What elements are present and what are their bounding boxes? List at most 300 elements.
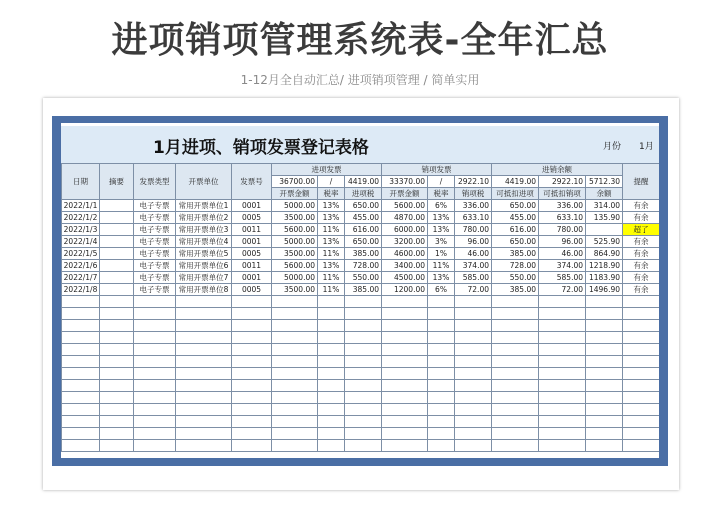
empty-cell-reminder[interactable] (623, 392, 660, 404)
empty-cell-issuer[interactable] (176, 428, 232, 440)
empty-cell-input-tax[interactable] (345, 320, 382, 332)
cell-deductible-output[interactable]: 780.00 (539, 224, 586, 236)
cell-invoice-type[interactable]: 电子专票 (134, 224, 176, 236)
empty-cell-summary[interactable] (100, 404, 134, 416)
empty-cell-input-rate[interactable] (318, 392, 345, 404)
cell-input-rate[interactable]: 13% (318, 236, 345, 248)
empty-cell-summary[interactable] (100, 440, 134, 452)
empty-cell-input-rate[interactable] (318, 344, 345, 356)
cell-invoice-no[interactable]: 0005 (232, 212, 272, 224)
empty-cell-output-tax[interactable] (455, 440, 492, 452)
empty-cell-output-amount[interactable] (382, 308, 428, 320)
empty-cell-issuer[interactable] (176, 308, 232, 320)
cell-output-amount[interactable]: 5600.00 (382, 200, 428, 212)
cell-reminder[interactable]: 有余 (623, 260, 660, 272)
empty-cell-deductible-input[interactable] (492, 404, 539, 416)
empty-cell-input-tax[interactable] (345, 332, 382, 344)
empty-cell-invoice-no[interactable] (232, 392, 272, 404)
cell-invoice-no[interactable]: 0005 (232, 284, 272, 296)
empty-cell-output-amount[interactable] (382, 380, 428, 392)
empty-cell-date[interactable] (62, 344, 100, 356)
cell-output-rate[interactable]: 13% (428, 212, 455, 224)
empty-cell-invoice-no[interactable] (232, 308, 272, 320)
cell-input-tax[interactable]: 385.00 (345, 284, 382, 296)
cell-invoice-no[interactable]: 0005 (232, 248, 272, 260)
cell-input-tax[interactable]: 650.00 (345, 200, 382, 212)
empty-cell-input-tax[interactable] (345, 308, 382, 320)
empty-cell-summary[interactable] (100, 296, 134, 308)
cell-date[interactable]: 2022/1/3 (62, 224, 100, 236)
empty-cell-date[interactable] (62, 392, 100, 404)
empty-cell-input-amount[interactable] (272, 428, 318, 440)
cell-deductible-input[interactable]: 728.00 (492, 260, 539, 272)
empty-cell-deductible-input[interactable] (492, 440, 539, 452)
empty-cell-date[interactable] (62, 296, 100, 308)
empty-cell-output-rate[interactable] (428, 332, 455, 344)
empty-cell-output-amount[interactable] (382, 296, 428, 308)
empty-cell-input-amount[interactable] (272, 392, 318, 404)
empty-cell-invoice-type[interactable] (134, 332, 176, 344)
cell-invoice-type[interactable]: 电子专票 (134, 272, 176, 284)
cell-output-tax[interactable]: 633.10 (455, 212, 492, 224)
cell-output-tax[interactable]: 336.00 (455, 200, 492, 212)
empty-cell-output-amount[interactable] (382, 416, 428, 428)
empty-cell-date[interactable] (62, 380, 100, 392)
empty-cell-invoice-no[interactable] (232, 368, 272, 380)
cell-input-amount[interactable]: 5000.00 (272, 272, 318, 284)
empty-cell-input-tax[interactable] (345, 416, 382, 428)
table-row[interactable] (62, 260, 660, 272)
cell-reminder[interactable]: 有余 (623, 212, 660, 224)
empty-cell-input-tax[interactable] (345, 380, 382, 392)
empty-cell-invoice-type[interactable] (134, 308, 176, 320)
empty-cell-deductible-output[interactable] (539, 368, 586, 380)
cell-invoice-type[interactable]: 电子专票 (134, 212, 176, 224)
empty-cell-invoice-type[interactable] (134, 440, 176, 452)
cell-input-rate[interactable]: 11% (318, 224, 345, 236)
empty-row[interactable] (62, 404, 660, 416)
empty-row[interactable] (62, 320, 660, 332)
empty-cell-balance[interactable] (586, 416, 623, 428)
cell-summary[interactable] (100, 236, 134, 248)
table-row[interactable] (62, 248, 660, 260)
empty-cell-invoice-type[interactable] (134, 344, 176, 356)
cell-issuer[interactable]: 常用开票单位1 (176, 200, 232, 212)
cell-date[interactable]: 2022/1/2 (62, 212, 100, 224)
cell-summary[interactable] (100, 224, 134, 236)
cell-input-amount[interactable]: 3500.00 (272, 248, 318, 260)
empty-cell-balance[interactable] (586, 356, 623, 368)
empty-cell-input-amount[interactable] (272, 356, 318, 368)
empty-cell-deductible-output[interactable] (539, 416, 586, 428)
empty-cell-invoice-no[interactable] (232, 344, 272, 356)
empty-cell-output-tax[interactable] (455, 332, 492, 344)
cell-date[interactable]: 2022/1/5 (62, 248, 100, 260)
empty-cell-reminder[interactable] (623, 344, 660, 356)
empty-cell-output-amount[interactable] (382, 332, 428, 344)
cell-output-amount[interactable]: 3400.00 (382, 260, 428, 272)
empty-cell-balance[interactable] (586, 296, 623, 308)
empty-cell-invoice-type[interactable] (134, 380, 176, 392)
empty-cell-summary[interactable] (100, 332, 134, 344)
empty-cell-reminder[interactable] (623, 356, 660, 368)
cell-invoice-no[interactable]: 0011 (232, 260, 272, 272)
empty-cell-output-rate[interactable] (428, 356, 455, 368)
empty-cell-output-rate[interactable] (428, 368, 455, 380)
cell-deductible-output[interactable]: 336.00 (539, 200, 586, 212)
cell-balance[interactable]: 1183.90 (586, 272, 623, 284)
empty-cell-input-rate[interactable] (318, 380, 345, 392)
empty-cell-deductible-output[interactable] (539, 344, 586, 356)
cell-output-rate[interactable]: 3% (428, 236, 455, 248)
empty-cell-deductible-output[interactable] (539, 356, 586, 368)
empty-cell-summary[interactable] (100, 428, 134, 440)
empty-cell-summary[interactable] (100, 416, 134, 428)
empty-cell-date[interactable] (62, 320, 100, 332)
cell-reminder[interactable]: 有余 (623, 248, 660, 260)
cell-reminder[interactable]: 超了 (623, 224, 660, 236)
empty-cell-output-tax[interactable] (455, 308, 492, 320)
cell-output-amount[interactable]: 3200.00 (382, 236, 428, 248)
empty-row[interactable] (62, 380, 660, 392)
cell-input-rate[interactable]: 11% (318, 272, 345, 284)
cell-balance[interactable] (586, 224, 623, 236)
cell-issuer[interactable]: 常用开票单位5 (176, 248, 232, 260)
empty-cell-reminder[interactable] (623, 440, 660, 452)
empty-cell-output-tax[interactable] (455, 368, 492, 380)
cell-output-tax[interactable]: 72.00 (455, 284, 492, 296)
empty-cell-issuer[interactable] (176, 404, 232, 416)
empty-cell-input-tax[interactable] (345, 428, 382, 440)
cell-invoice-type[interactable]: 电子专票 (134, 248, 176, 260)
empty-cell-summary[interactable] (100, 344, 134, 356)
empty-cell-issuer[interactable] (176, 368, 232, 380)
empty-cell-issuer[interactable] (176, 416, 232, 428)
empty-cell-reminder[interactable] (623, 332, 660, 344)
cell-issuer[interactable]: 常用开票单位7 (176, 272, 232, 284)
cell-input-tax[interactable]: 616.00 (345, 224, 382, 236)
empty-cell-issuer[interactable] (176, 380, 232, 392)
empty-cell-input-rate[interactable] (318, 440, 345, 452)
cell-deductible-output[interactable]: 585.00 (539, 272, 586, 284)
empty-cell-reminder[interactable] (623, 308, 660, 320)
empty-cell-output-rate[interactable] (428, 416, 455, 428)
empty-cell-issuer[interactable] (176, 320, 232, 332)
cell-issuer[interactable]: 常用开票单位8 (176, 284, 232, 296)
cell-invoice-type[interactable]: 电子专票 (134, 284, 176, 296)
empty-cell-summary[interactable] (100, 380, 134, 392)
empty-cell-balance[interactable] (586, 404, 623, 416)
empty-cell-date[interactable] (62, 356, 100, 368)
empty-cell-summary[interactable] (100, 368, 134, 380)
empty-cell-issuer[interactable] (176, 332, 232, 344)
empty-cell-reminder[interactable] (623, 368, 660, 380)
empty-cell-issuer[interactable] (176, 344, 232, 356)
empty-cell-invoice-type[interactable] (134, 296, 176, 308)
empty-cell-output-amount[interactable] (382, 356, 428, 368)
cell-invoice-no[interactable]: 0001 (232, 272, 272, 284)
cell-issuer[interactable]: 常用开票单位2 (176, 212, 232, 224)
empty-cell-summary[interactable] (100, 320, 134, 332)
cell-output-rate[interactable]: 13% (428, 272, 455, 284)
empty-cell-output-rate[interactable] (428, 344, 455, 356)
cell-output-tax[interactable]: 46.00 (455, 248, 492, 260)
empty-cell-input-rate[interactable] (318, 332, 345, 344)
empty-cell-deductible-input[interactable] (492, 356, 539, 368)
cell-deductible-input[interactable]: 650.00 (492, 200, 539, 212)
cell-reminder[interactable]: 有余 (623, 272, 660, 284)
empty-cell-deductible-output[interactable] (539, 332, 586, 344)
table-row[interactable] (62, 284, 660, 296)
cell-input-tax[interactable]: 650.00 (345, 236, 382, 248)
empty-cell-input-rate[interactable] (318, 308, 345, 320)
empty-cell-deductible-output[interactable] (539, 440, 586, 452)
empty-cell-output-tax[interactable] (455, 356, 492, 368)
empty-cell-input-amount[interactable] (272, 296, 318, 308)
cell-deductible-output[interactable]: 633.10 (539, 212, 586, 224)
empty-cell-input-amount[interactable] (272, 416, 318, 428)
empty-cell-deductible-output[interactable] (539, 392, 586, 404)
empty-cell-balance[interactable] (586, 368, 623, 380)
empty-cell-balance[interactable] (586, 320, 623, 332)
empty-cell-summary[interactable] (100, 356, 134, 368)
cell-input-amount[interactable]: 3500.00 (272, 212, 318, 224)
cell-input-rate[interactable]: 13% (318, 212, 345, 224)
empty-cell-output-rate[interactable] (428, 308, 455, 320)
cell-output-tax[interactable]: 585.00 (455, 272, 492, 284)
cell-date[interactable]: 2022/1/4 (62, 236, 100, 248)
empty-cell-input-amount[interactable] (272, 320, 318, 332)
empty-cell-balance[interactable] (586, 392, 623, 404)
empty-cell-deductible-output[interactable] (539, 308, 586, 320)
cell-reminder[interactable]: 有余 (623, 200, 660, 212)
empty-cell-output-amount[interactable] (382, 368, 428, 380)
empty-cell-balance[interactable] (586, 440, 623, 452)
empty-cell-issuer[interactable] (176, 296, 232, 308)
cell-issuer[interactable]: 常用开票单位4 (176, 236, 232, 248)
empty-cell-output-rate[interactable] (428, 440, 455, 452)
empty-cell-invoice-no[interactable] (232, 296, 272, 308)
empty-cell-deductible-input[interactable] (492, 428, 539, 440)
empty-cell-invoice-no[interactable] (232, 320, 272, 332)
empty-cell-input-tax[interactable] (345, 392, 382, 404)
empty-cell-input-tax[interactable] (345, 344, 382, 356)
cell-deductible-output[interactable]: 96.00 (539, 236, 586, 248)
empty-cell-output-amount[interactable] (382, 428, 428, 440)
empty-cell-issuer[interactable] (176, 392, 232, 404)
cell-input-amount[interactable]: 5600.00 (272, 260, 318, 272)
cell-input-tax[interactable]: 550.00 (345, 272, 382, 284)
cell-output-rate[interactable]: 6% (428, 200, 455, 212)
empty-cell-reminder[interactable] (623, 428, 660, 440)
empty-cell-date[interactable] (62, 308, 100, 320)
cell-date[interactable]: 2022/1/7 (62, 272, 100, 284)
cell-balance[interactable]: 135.90 (586, 212, 623, 224)
table-row[interactable] (62, 212, 660, 224)
empty-cell-output-amount[interactable] (382, 344, 428, 356)
empty-cell-output-rate[interactable] (428, 296, 455, 308)
empty-cell-invoice-type[interactable] (134, 404, 176, 416)
cell-date[interactable]: 2022/1/8 (62, 284, 100, 296)
cell-output-tax[interactable]: 374.00 (455, 260, 492, 272)
cell-output-amount[interactable]: 4870.00 (382, 212, 428, 224)
cell-deductible-input[interactable]: 616.00 (492, 224, 539, 236)
empty-cell-date[interactable] (62, 368, 100, 380)
empty-cell-output-amount[interactable] (382, 440, 428, 452)
empty-cell-output-rate[interactable] (428, 320, 455, 332)
empty-cell-output-tax[interactable] (455, 344, 492, 356)
empty-cell-invoice-type[interactable] (134, 368, 176, 380)
empty-cell-input-tax[interactable] (345, 404, 382, 416)
empty-cell-input-tax[interactable] (345, 368, 382, 380)
cell-balance[interactable]: 314.00 (586, 200, 623, 212)
cell-invoice-no[interactable]: 0011 (232, 224, 272, 236)
cell-output-amount[interactable]: 1200.00 (382, 284, 428, 296)
empty-row[interactable] (62, 296, 660, 308)
cell-output-tax[interactable]: 96.00 (455, 236, 492, 248)
empty-cell-deductible-input[interactable] (492, 308, 539, 320)
cell-input-rate[interactable]: 13% (318, 200, 345, 212)
empty-cell-output-tax[interactable] (455, 296, 492, 308)
empty-cell-input-rate[interactable] (318, 368, 345, 380)
cell-balance[interactable]: 1496.90 (586, 284, 623, 296)
cell-deductible-input[interactable]: 550.00 (492, 272, 539, 284)
empty-row[interactable] (62, 440, 660, 452)
cell-output-tax[interactable]: 780.00 (455, 224, 492, 236)
empty-cell-issuer[interactable] (176, 440, 232, 452)
cell-deductible-input[interactable]: 455.00 (492, 212, 539, 224)
empty-cell-input-amount[interactable] (272, 404, 318, 416)
cell-balance[interactable]: 525.90 (586, 236, 623, 248)
empty-cell-output-tax[interactable] (455, 416, 492, 428)
cell-output-rate[interactable]: 13% (428, 224, 455, 236)
empty-cell-deductible-input[interactable] (492, 416, 539, 428)
empty-row[interactable] (62, 368, 660, 380)
cell-issuer[interactable]: 常用开票单位6 (176, 260, 232, 272)
cell-invoice-no[interactable]: 0001 (232, 236, 272, 248)
cell-invoice-type[interactable]: 电子专票 (134, 236, 176, 248)
empty-cell-output-rate[interactable] (428, 392, 455, 404)
cell-invoice-type[interactable]: 电子专票 (134, 200, 176, 212)
empty-cell-date[interactable] (62, 416, 100, 428)
empty-cell-input-rate[interactable] (318, 356, 345, 368)
empty-cell-output-amount[interactable] (382, 320, 428, 332)
cell-input-tax[interactable]: 455.00 (345, 212, 382, 224)
empty-cell-date[interactable] (62, 428, 100, 440)
cell-input-rate[interactable]: 13% (318, 260, 345, 272)
empty-cell-invoice-no[interactable] (232, 416, 272, 428)
empty-cell-input-amount[interactable] (272, 308, 318, 320)
cell-issuer[interactable]: 常用开票单位3 (176, 224, 232, 236)
empty-cell-deductible-output[interactable] (539, 320, 586, 332)
empty-cell-output-rate[interactable] (428, 380, 455, 392)
cell-output-rate[interactable]: 1% (428, 248, 455, 260)
empty-cell-deductible-input[interactable] (492, 344, 539, 356)
empty-cell-invoice-type[interactable] (134, 356, 176, 368)
cell-deductible-input[interactable]: 650.00 (492, 236, 539, 248)
cell-date[interactable]: 2022/1/1 (62, 200, 100, 212)
empty-cell-invoice-no[interactable] (232, 440, 272, 452)
cell-input-rate[interactable]: 11% (318, 248, 345, 260)
cell-input-amount[interactable]: 5600.00 (272, 224, 318, 236)
empty-row[interactable] (62, 308, 660, 320)
empty-cell-reminder[interactable] (623, 380, 660, 392)
empty-cell-output-tax[interactable] (455, 380, 492, 392)
empty-cell-reminder[interactable] (623, 416, 660, 428)
empty-cell-date[interactable] (62, 404, 100, 416)
empty-cell-deductible-input[interactable] (492, 392, 539, 404)
cell-reminder[interactable]: 有余 (623, 236, 660, 248)
cell-summary[interactable] (100, 272, 134, 284)
empty-cell-input-amount[interactable] (272, 380, 318, 392)
cell-reminder[interactable]: 有余 (623, 284, 660, 296)
empty-row[interactable] (62, 332, 660, 344)
cell-deductible-input[interactable]: 385.00 (492, 284, 539, 296)
empty-cell-issuer[interactable] (176, 356, 232, 368)
cell-input-tax[interactable]: 728.00 (345, 260, 382, 272)
cell-deductible-output[interactable]: 374.00 (539, 260, 586, 272)
table-row[interactable] (62, 272, 660, 284)
empty-cell-summary[interactable] (100, 392, 134, 404)
cell-deductible-input[interactable]: 385.00 (492, 248, 539, 260)
month-value[interactable]: 1月 (639, 142, 654, 152)
cell-balance[interactable]: 864.90 (586, 248, 623, 260)
empty-cell-deductible-output[interactable] (539, 428, 586, 440)
empty-cell-deductible-output[interactable] (539, 380, 586, 392)
cell-summary[interactable] (100, 248, 134, 260)
empty-cell-balance[interactable] (586, 332, 623, 344)
empty-cell-input-amount[interactable] (272, 368, 318, 380)
empty-row[interactable] (62, 428, 660, 440)
cell-invoice-no[interactable]: 0001 (232, 200, 272, 212)
cell-output-rate[interactable]: 6% (428, 284, 455, 296)
empty-cell-input-amount[interactable] (272, 344, 318, 356)
empty-cell-output-rate[interactable] (428, 428, 455, 440)
cell-summary[interactable] (100, 284, 134, 296)
cell-output-amount[interactable]: 4500.00 (382, 272, 428, 284)
empty-cell-input-tax[interactable] (345, 296, 382, 308)
empty-cell-balance[interactable] (586, 428, 623, 440)
empty-cell-invoice-no[interactable] (232, 380, 272, 392)
empty-cell-date[interactable] (62, 440, 100, 452)
cell-output-amount[interactable]: 6000.00 (382, 224, 428, 236)
cell-deductible-output[interactable]: 46.00 (539, 248, 586, 260)
cell-input-amount[interactable]: 5000.00 (272, 236, 318, 248)
empty-cell-invoice-type[interactable] (134, 416, 176, 428)
empty-cell-output-tax[interactable] (455, 428, 492, 440)
empty-cell-invoice-no[interactable] (232, 356, 272, 368)
cell-summary[interactable] (100, 212, 134, 224)
empty-cell-invoice-no[interactable] (232, 428, 272, 440)
table-row[interactable] (62, 236, 660, 248)
cell-input-rate[interactable]: 11% (318, 284, 345, 296)
empty-cell-date[interactable] (62, 332, 100, 344)
empty-cell-invoice-no[interactable] (232, 404, 272, 416)
empty-cell-input-rate[interactable] (318, 416, 345, 428)
cell-output-rate[interactable]: 11% (428, 260, 455, 272)
empty-cell-input-amount[interactable] (272, 332, 318, 344)
empty-cell-reminder[interactable] (623, 404, 660, 416)
empty-cell-invoice-type[interactable] (134, 392, 176, 404)
empty-cell-input-rate[interactable] (318, 296, 345, 308)
empty-cell-summary[interactable] (100, 308, 134, 320)
cell-input-amount[interactable]: 3500.00 (272, 284, 318, 296)
empty-cell-deductible-output[interactable] (539, 404, 586, 416)
empty-cell-output-tax[interactable] (455, 392, 492, 404)
empty-cell-reminder[interactable] (623, 296, 660, 308)
empty-cell-input-tax[interactable] (345, 356, 382, 368)
empty-cell-reminder[interactable] (623, 320, 660, 332)
